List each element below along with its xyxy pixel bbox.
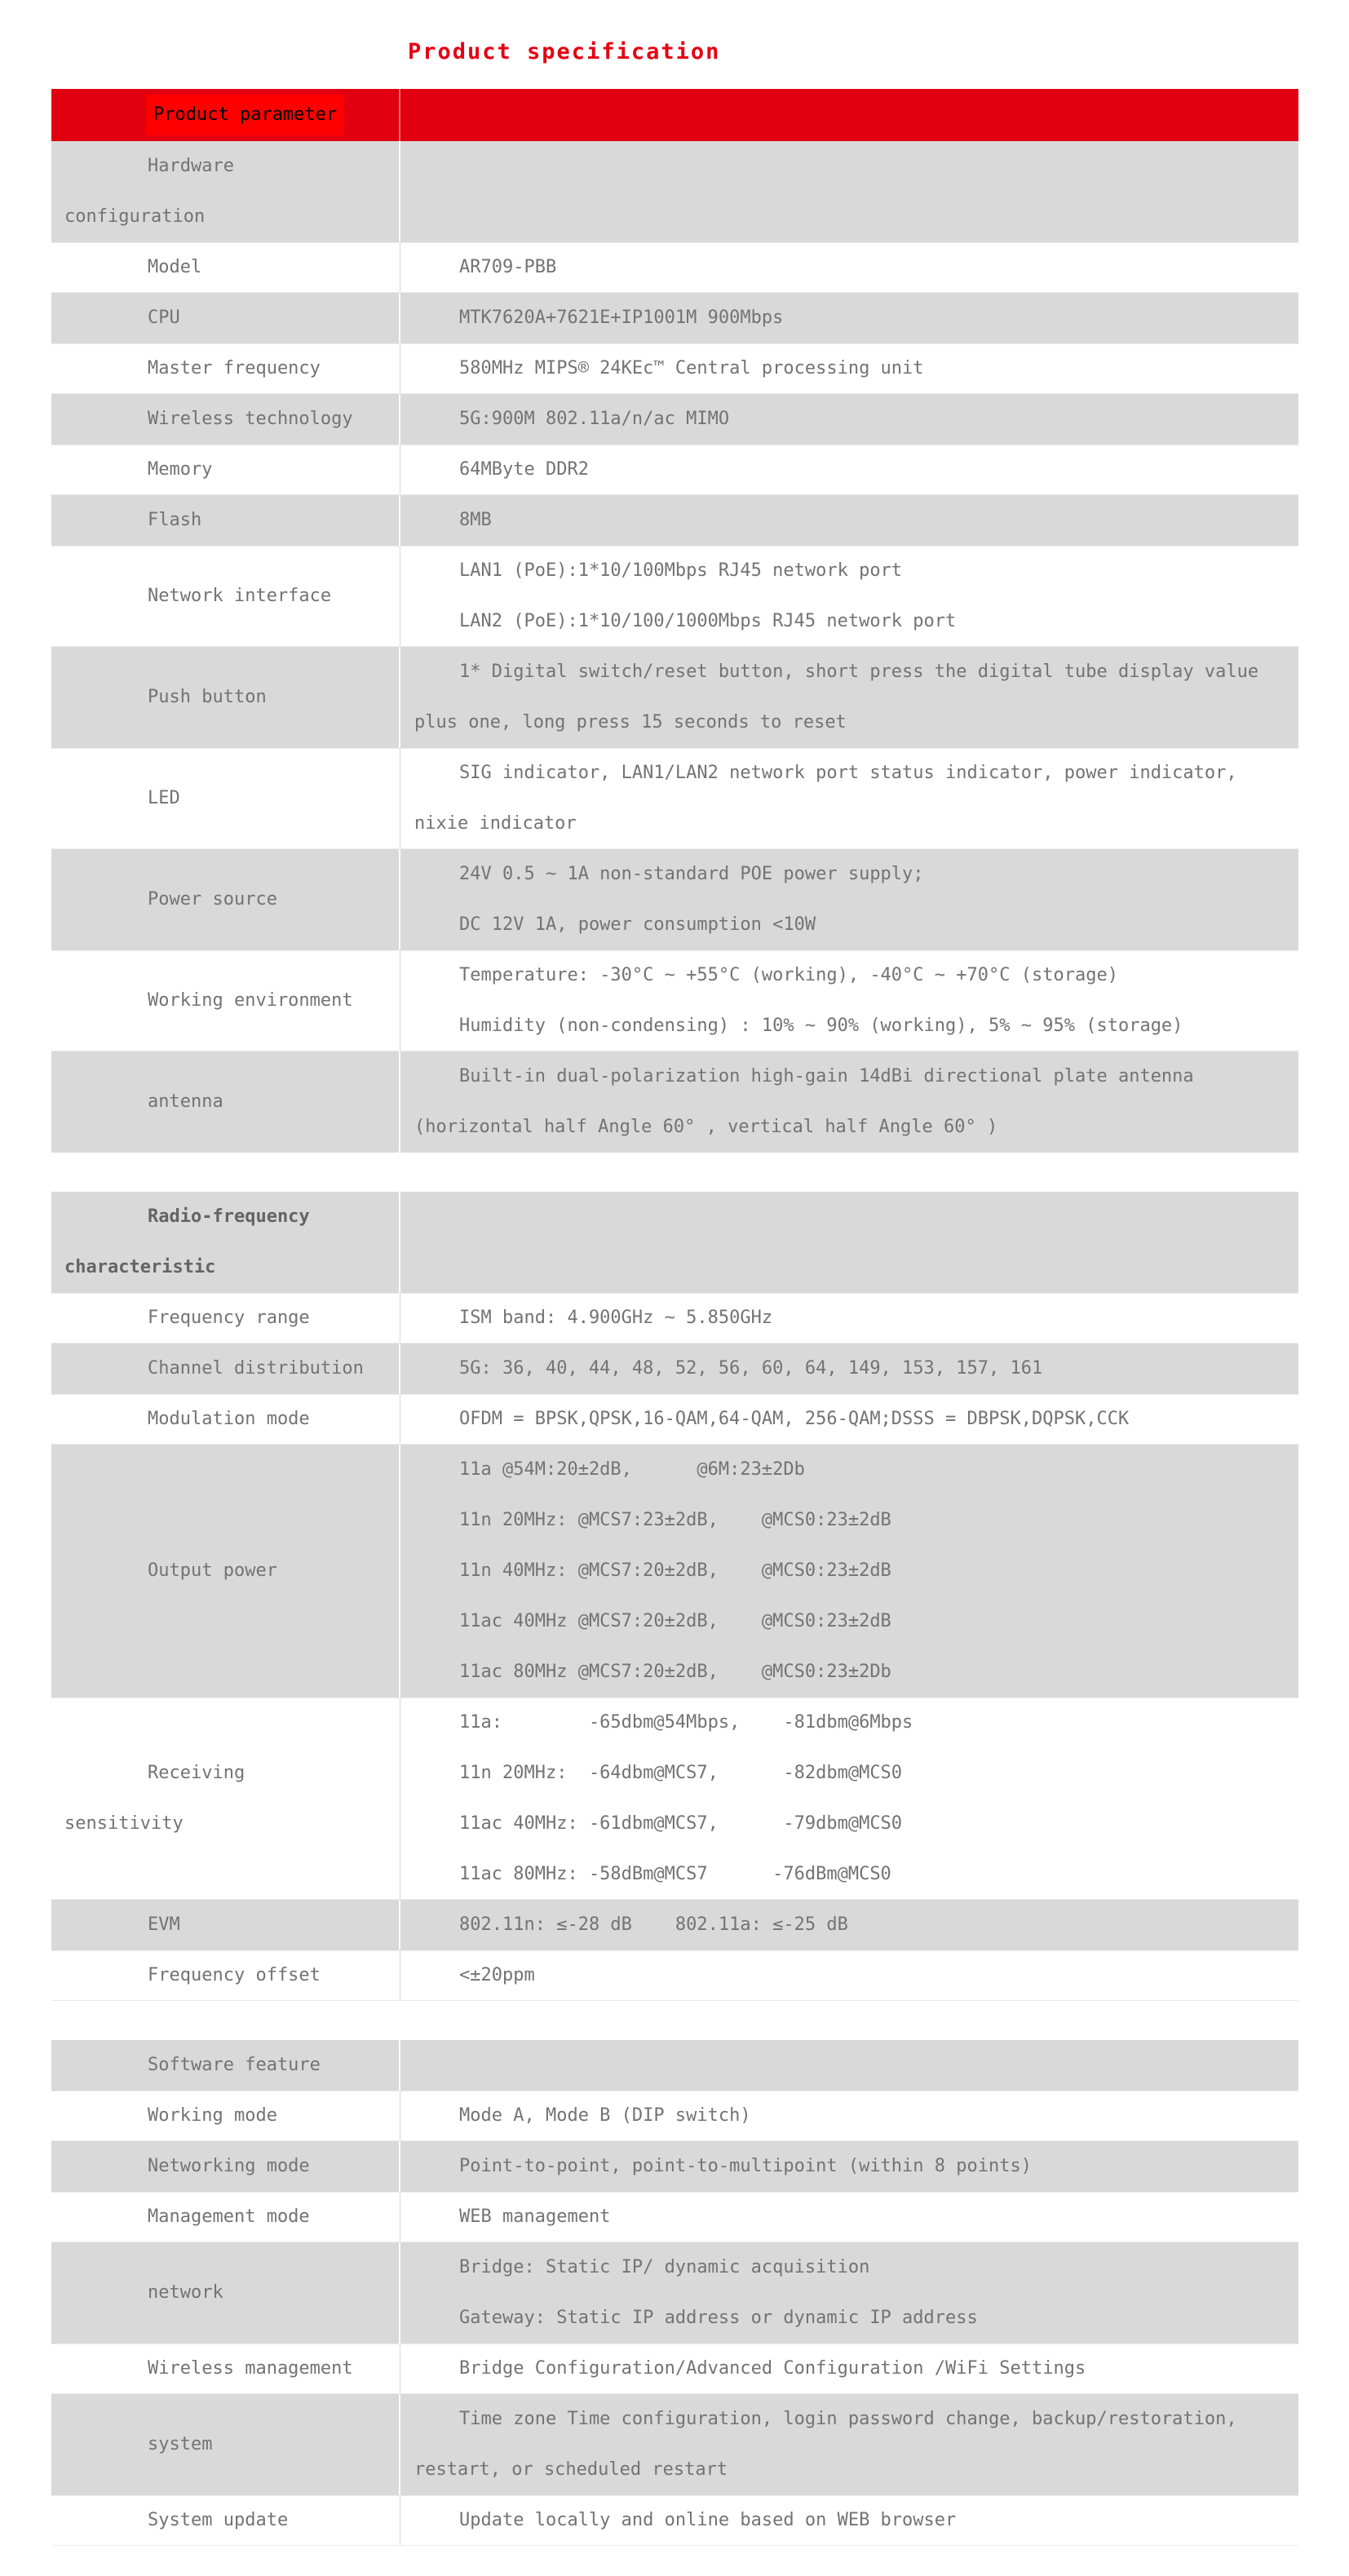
row-label	[51, 343, 400, 394]
table-row	[51, 1950, 1298, 2001]
row-label-line: Frequency range	[148, 1308, 310, 1328]
row-value-line: 580MHz MIPS® 24KEc™ Central processing unit	[459, 358, 924, 378]
row-value-line: AR709-PBB	[459, 257, 557, 277]
spec-tables	[0, 70, 1349, 2546]
red-header-empty-cell	[400, 89, 1298, 141]
row-label-line: Push button	[148, 687, 267, 707]
table-row	[51, 2192, 1298, 2242]
row-label-line: Working environment	[148, 990, 353, 1011]
row-label-line: sensitivity	[64, 1813, 184, 1834]
row-value-line: plus one, long press 15 seconds to reset	[414, 712, 847, 733]
row-value	[400, 2394, 1298, 2495]
table-row	[51, 2141, 1298, 2192]
row-label	[51, 445, 400, 495]
row-label	[51, 950, 400, 1051]
row-value	[400, 343, 1298, 394]
row-value-line: 11n 40MHz: @MCS7:20±2dB, @MCS0:23±2dB	[459, 1560, 891, 1581]
row-value	[400, 1192, 1298, 1293]
table-row	[51, 546, 1298, 647]
table-row	[51, 343, 1298, 394]
row-value	[400, 647, 1298, 748]
row-value-line: 11ac 40MHz @MCS7:20±2dB, @MCS0:23±2dB	[459, 1611, 891, 1631]
row-value	[400, 1343, 1298, 1394]
row-value-line: 64MByte DDR2	[459, 459, 589, 480]
row-value	[400, 2192, 1298, 2242]
page-title: Product specification	[408, 39, 721, 64]
row-label	[51, 1900, 400, 1950]
row-label-line: Wireless management	[148, 2358, 353, 2379]
table-row	[51, 2344, 1298, 2394]
row-value-line: 11a @54M:20±2dB, @6M:23±2Db	[459, 1459, 805, 1480]
spec-table-software	[51, 2040, 1298, 2546]
row-label-line: configuration	[64, 206, 206, 227]
row-label-line: Output power	[148, 1560, 277, 1581]
row-label-line: Software feature	[148, 2055, 321, 2075]
row-label	[51, 748, 400, 849]
row-label	[51, 1051, 400, 1153]
row-label	[51, 2495, 400, 2546]
row-value-line: Built-in dual-polarization high-gain 14dBi directional plate antenna	[459, 1066, 1194, 1087]
table-row	[51, 141, 1298, 242]
row-label-line: EVM	[148, 1914, 180, 1935]
row-value-line: DC 12V 1A, power consumption <10W	[459, 914, 816, 935]
row-value-line: Gateway: Static IP address or dynamic IP address	[459, 2308, 978, 2328]
row-value-line: LAN2 (PoE):1*10/100/1000Mbps RJ45 network port	[459, 611, 957, 631]
table-row	[51, 1900, 1298, 1950]
row-label-line: system	[148, 2434, 213, 2454]
row-value-line: 11ac 80MHz: -58dBm@MCS7 -76dBm@MCS0	[459, 1864, 891, 1884]
row-label	[51, 849, 400, 950]
row-value	[400, 394, 1298, 445]
row-label-line: Memory	[148, 459, 213, 480]
row-value	[400, 2040, 1298, 2091]
row-label-line: characteristic	[64, 1257, 216, 1277]
row-label	[51, 1697, 400, 1900]
row-label-line: Modulation mode	[148, 1409, 310, 1429]
row-value	[400, 242, 1298, 293]
table-row	[51, 2242, 1298, 2344]
row-value	[400, 748, 1298, 849]
row-label-line: LED	[148, 788, 180, 808]
row-label	[51, 1394, 400, 1445]
row-value	[400, 141, 1298, 242]
table-row	[51, 394, 1298, 445]
row-value-line: Point-to-point, point-to-multipoint (within 8 points)	[459, 2156, 1032, 2176]
row-label-line: Master frequency	[148, 358, 321, 378]
row-value-line: 802.11n: ≤-28 dB 802.11a: ≤-25 dB	[459, 1914, 848, 1935]
row-label-line: CPU	[148, 308, 180, 328]
table-row	[51, 849, 1298, 950]
row-value-line: 11n 20MHz: -64dbm@MCS7, -82dbm@MCS0	[459, 1763, 903, 1783]
row-label	[51, 1192, 400, 1293]
table-row	[51, 748, 1298, 849]
red-header-highlight: Product parameter	[146, 95, 344, 135]
table-row	[51, 647, 1298, 748]
row-value	[400, 445, 1298, 495]
red-header-row	[51, 89, 1298, 141]
row-label	[51, 1445, 400, 1697]
row-value	[400, 1394, 1298, 1445]
table-row	[51, 1394, 1298, 1445]
row-value-line: 5G: 36, 40, 44, 48, 52, 56, 60, 64, 149, 153, 157, 161	[459, 1358, 1043, 1379]
row-label	[51, 647, 400, 748]
row-label-line: Radio-frequency	[148, 1206, 310, 1227]
row-value	[400, 546, 1298, 647]
row-label	[51, 141, 400, 242]
row-label	[51, 2141, 400, 2192]
row-label	[51, 2344, 400, 2394]
row-value	[400, 2091, 1298, 2141]
row-label	[51, 2192, 400, 2242]
row-value	[400, 1950, 1298, 2001]
row-label-line: System update	[148, 2510, 289, 2530]
spec-table-hardware	[51, 89, 1298, 1153]
row-value	[400, 950, 1298, 1051]
row-value-line: nixie indicator	[414, 813, 577, 834]
row-value	[400, 293, 1298, 343]
row-label	[51, 1950, 400, 2001]
row-label	[51, 2040, 400, 2091]
table-row	[51, 495, 1298, 546]
row-value-line: (horizontal half Angle 60° , vertical half Angle 60° )	[414, 1117, 998, 1137]
row-label-line: network	[148, 2282, 223, 2303]
row-value-line: Bridge: Static IP/ dynamic acquisition	[459, 2257, 870, 2277]
row-label	[51, 495, 400, 546]
row-value-line: 5G:900M 802.11a/n/ac MIMO	[459, 409, 730, 429]
red-header-line	[64, 89, 391, 141]
table-row	[51, 2091, 1298, 2141]
row-value	[400, 2141, 1298, 2192]
table-row	[51, 1051, 1298, 1153]
row-label-line: Wireless technology	[148, 409, 353, 429]
row-value-line: Update locally and online based on WEB browser	[459, 2510, 957, 2530]
row-label-line: Hardware	[148, 156, 234, 176]
red-header-cell	[51, 89, 400, 141]
row-value-line: 11a: -65dbm@54Mbps, -81dbm@6Mbps	[459, 1712, 913, 1733]
table-row	[51, 242, 1298, 293]
row-value-line: <±20ppm	[459, 1965, 535, 1985]
row-label	[51, 394, 400, 445]
row-label-line: Channel distribution	[148, 1358, 364, 1379]
row-value-line: Humidity (non-condensing) : 10% ~ 90% (working), 5% ~ 95% (storage)	[459, 1016, 1183, 1036]
row-value-line: 8MB	[459, 510, 492, 530]
row-label-line: antenna	[148, 1091, 223, 1112]
table-row	[51, 950, 1298, 1051]
row-label-line: Power source	[148, 889, 277, 910]
table-row	[51, 1192, 1298, 1293]
table-row	[51, 1343, 1298, 1394]
row-value-line: SIG indicator, LAN1/LAN2 network port status indicator, power indicator,	[459, 763, 1237, 783]
row-value-line: Bridge Configuration/Advanced Configuration /WiFi Settings	[459, 2358, 1086, 2379]
row-value	[400, 1445, 1298, 1697]
row-value-line: 1* Digital switch/reset button, short press the digital tube display value	[459, 662, 1259, 682]
row-value-line: Time zone Time configuration, login password change, backup/restoration,	[459, 2409, 1237, 2429]
row-value-line: ISM band: 4.900GHz ~ 5.850GHz	[459, 1308, 773, 1328]
row-label	[51, 293, 400, 343]
row-value	[400, 1697, 1298, 1900]
row-value-line: restart, or scheduled restart	[414, 2459, 728, 2480]
table-row	[51, 2394, 1298, 2495]
row-label	[51, 2091, 400, 2141]
row-value	[400, 1293, 1298, 1343]
row-value-line: OFDM = BPSK,QPSK,16-QAM,64-QAM, 256-QAM;DSSS = DBPSK,DQPSK,CCK	[459, 1409, 1130, 1429]
row-label-line: Working mode	[148, 2105, 277, 2126]
row-value	[400, 2344, 1298, 2394]
row-value-line: 24V 0.5 ~ 1A non-standard POE power supply;	[459, 864, 924, 884]
table-row	[51, 2495, 1298, 2546]
row-value-line: Mode A, Mode B (DIP switch)	[459, 2105, 751, 2126]
row-value	[400, 1051, 1298, 1153]
row-label-line: Flash	[148, 510, 202, 530]
row-value-line: 11n 20MHz: @MCS7:23±2dB, @MCS0:23±2dB	[459, 1510, 891, 1530]
row-value	[400, 2242, 1298, 2344]
row-label	[51, 1293, 400, 1343]
row-value-line: Temperature: -30°C ~ +55°C (working), -40°C ~ +70°C (storage)	[459, 965, 1118, 985]
row-value-line: WEB management	[459, 2206, 611, 2227]
table-row	[51, 1697, 1298, 1900]
row-value	[400, 849, 1298, 950]
table-row	[51, 293, 1298, 343]
row-label-line: Management mode	[148, 2206, 310, 2227]
row-value-line: 11ac 80MHz @MCS7:20±2dB, @MCS0:23±2Db	[459, 1662, 891, 1682]
row-value-line: MTK7620A+7621E+IP1001M 900Mbps	[459, 308, 784, 328]
row-value	[400, 1900, 1298, 1950]
row-value	[400, 495, 1298, 546]
table-row	[51, 1293, 1298, 1343]
row-value-line: LAN1 (PoE):1*10/100Mbps RJ45 network port	[459, 560, 903, 581]
row-label	[51, 2394, 400, 2495]
row-label-line: Network interface	[148, 586, 332, 606]
row-value	[400, 2495, 1298, 2546]
row-label-line: Receiving	[148, 1763, 245, 1783]
row-label	[51, 242, 400, 293]
row-value-line: 11ac 40MHz: -61dbm@MCS7, -79dbm@MCS0	[459, 1813, 903, 1834]
row-label-line: Frequency offset	[148, 1965, 321, 1985]
row-label	[51, 2242, 400, 2344]
row-label-line: Model	[148, 257, 202, 277]
spec-table-radio-frequency	[51, 1192, 1298, 2001]
table-row	[51, 1445, 1298, 1697]
table-row	[51, 2040, 1298, 2091]
row-label-line: Networking mode	[148, 2156, 310, 2176]
row-label	[51, 546, 400, 647]
table-row	[51, 445, 1298, 495]
row-label	[51, 1343, 400, 1394]
